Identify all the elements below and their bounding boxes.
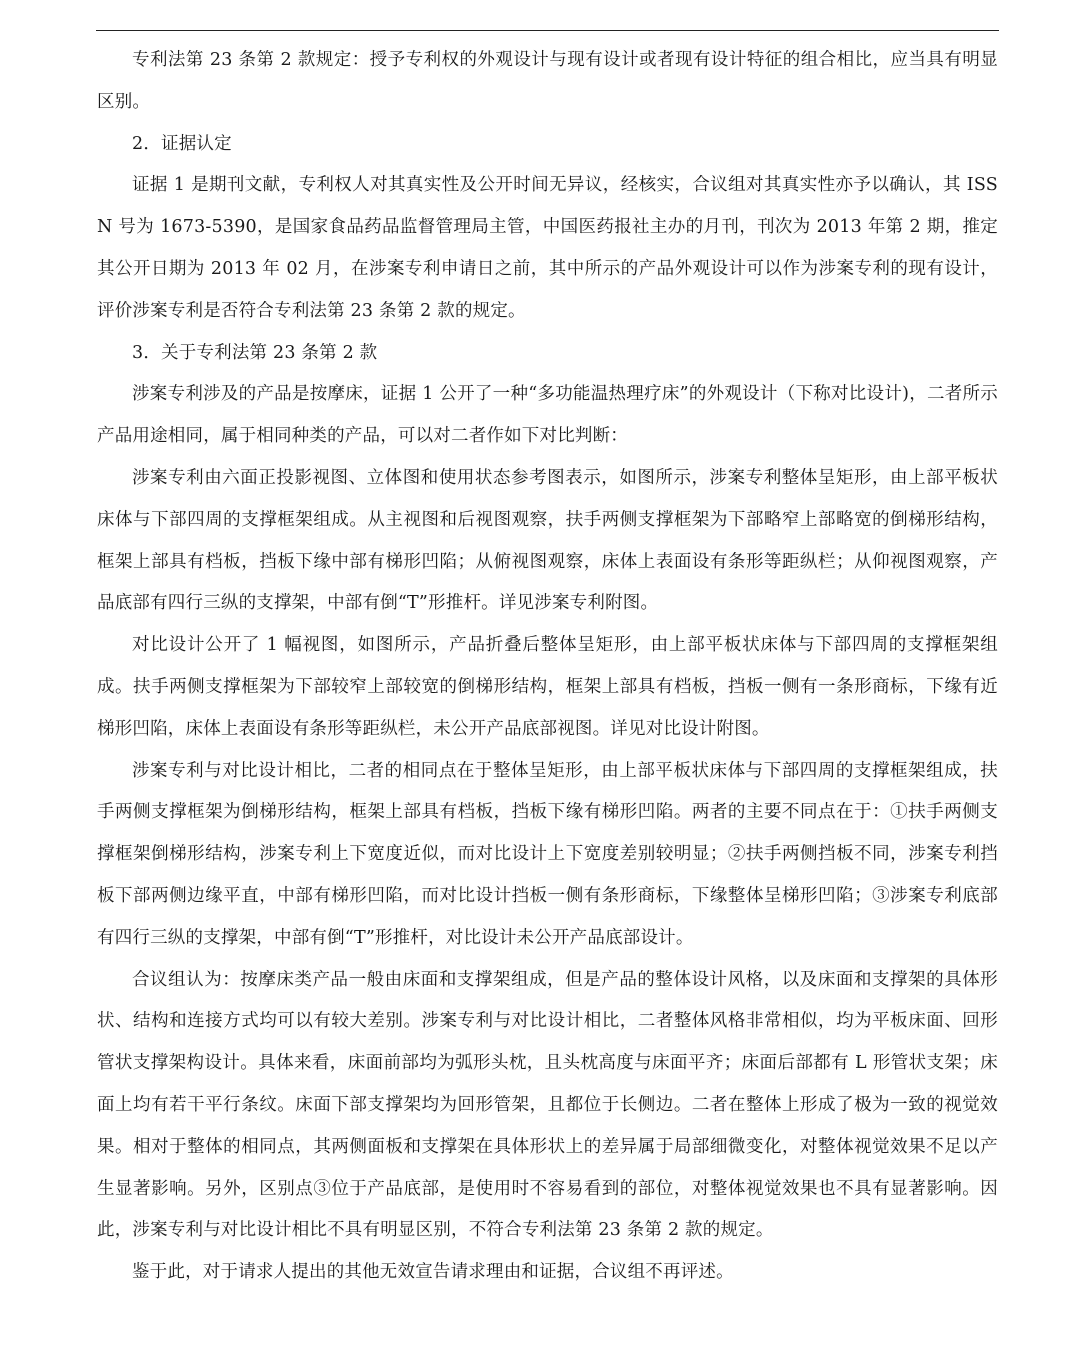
paragraph-product-type: 涉案专利涉及的产品是按摩床，证据 1 公开了一种“多功能温热理疗床”的外观设计（下称对比设计)，二者所示产品用途相同，属于相同种类的产品，可以对二者作如下对比判断： xyxy=(97,384,998,447)
header-rule xyxy=(96,30,999,31)
paragraph-conclusion: 鉴于此，对于请求人提出的其他无效宣告请求理由和证据，合议组不再评述。 xyxy=(132,1262,734,1283)
paragraph-comparison-design: 对比设计公开了 1 幅视图，如图所示，产品折叠后整体呈矩形，由上部平板状床体与下部四周的支撑框架组成。扶手两侧支撑框架为下部较窄上部较宽的倒梯形结构，框架上部具有档板，挡板一侧有一条形商标，下缘有近梯形凹陷，床体上表面设有条形等距纵栏，未公开产品底部视图。详见对比设计附图。 xyxy=(97,635,998,739)
paragraph-differences: 涉案专利与对比设计相比，二者的相同点在于整体呈矩形，由上部平板状床体与下部四周的支撑框架组成，扶手两侧支撑框架为倒梯形结构，框架上部具有档板，挡板下缘有梯形凹陷。两者的主要不同点在于：①扶手两侧支撑框架倒梯形结构，涉案专利上下宽度近似，而对比设计上下宽度差别较明显；②扶手两侧挡板不同，涉案专利挡板下部两侧边缘平直，中部有梯形凹陷，而对比设计挡板一侧有条形商标，下缘整体呈梯形凹陷；③涉案专利底部有四行三纵的支撑架，中部有倒“T”形推杆，对比设计未公开产品底部设计。 xyxy=(97,760,998,948)
paragraph-patent-description: 涉案专利由六面正投影视图、立体图和使用状态参考图表示，如图所示，涉案专利整体呈矩形，由上部平板状床体与下部四周的支撑框架组成。从主视图和后视图观察，扶手两侧支撑框架为下部略窄上部略宽的倒梯形结构，框架上部具有档板，挡板下缘中部有梯形凹陷；从俯视图观察，床体上表面设有条形等距纵栏；从仰视图观察，产品底部有四行三纵的支撑架，中部有倒“T”形推杆。详见涉案专利附图。 xyxy=(97,467,998,614)
section-heading-article-23: 3．关于专利法第 23 条第 2 款 xyxy=(132,342,378,363)
paragraph-panel-opinion: 合议组认为：按摩床类产品一般由床面和支撑架组成，但是产品的整体设计风格，以及床面和支撑架的具体形状、结构和连接方式均可以有较大差别。涉案专利与对比设计相比，二者整体风格非常相似，均为平板床面、回形管状支撑架构设计。具体来看，床面前部均为弧形头枕，且头枕高度与床面平齐；床面后部都有 L 形管状支架；床面上均有若干平行条纹。床面下部支撑架均为回形管架，且都位于长侧边。二者在整体上形成了极为一致的视觉效果。相对于整体的相同点，其两侧面板和支撑架在具体形状上的差异属于局部细微变化，对整体视觉效果不足以产生显著影响。另外，区别点③位于产品底部，是使用时不容易看到的部位，对整体视觉效果也不具有显著影响。因此，涉案专利与对比设计相比不具有明显区别，不符合专利法第 23 条第 2 款的规定。 xyxy=(97,969,998,1241)
document-body xyxy=(97,40,998,1294)
section-heading-evidence: 2．证据认定 xyxy=(132,133,232,154)
paragraph-article-23-provision: 专利法第 23 条第 2 款规定：授予专利权的外观设计与现有设计或者现有设计特征的组合相比，应当具有明显区别。 xyxy=(97,50,998,112)
paragraph-evidence-1: 证据 1 是期刊文献，专利权人对其真实性及公开时间无异议，经核实，合议组对其真实性亦予以确认，其 ISSN 号为 1673-5390，是国家食品药品监督管理局主管，中国医药报社主办的月刊，刊次为 2013 年第 2 期，推定其公开日期为 2013 年 02 月，在涉案专利申请日之前，其中所示的产品外观设计可以作为涉案专利的现有设计，评价涉案专利是否符合专利法第 23 条第 2 款的规定。 xyxy=(97,175,998,321)
